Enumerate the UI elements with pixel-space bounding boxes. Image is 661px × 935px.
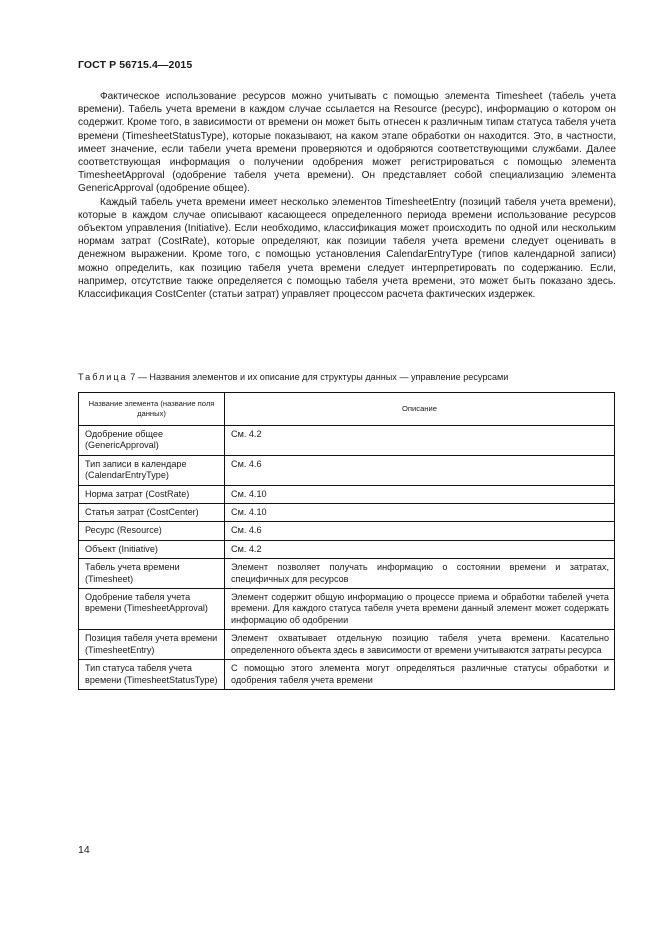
element-name-cell: Табель учета времени (Timesheet) — [79, 559, 225, 589]
table-row — [79, 660, 615, 690]
paragraph: Каждый табель учета времени имеет несколько элементов TimesheetEntry (позиций табеля учета времени), которые в каждом случае описывают касающееся определенного периода времени использование ресурсов объектом управления (Initiative). Если необходимо, классификация может происходить по одной или нескольким нормам затрат (CostRate), которые определяют, как позиции табеля учета времени следует оценивать в денежном выражении. Кроме того, с помощью установления CalendarEntryType (типов календарной записи) можно определить, как позицию табеля учета времени следует интерпретировать по содержанию. Если, например, отсутствие также определяется с помощью табеля учета времени, это может быть показано здесь. Классификация CostCenter (статьи затрат) управляет процессом расчета фактических издержек. — [78, 196, 616, 301]
element-name-cell: Одобрение табеля учета времени (TimesheetApproval) — [79, 589, 225, 630]
element-description-cell: См. 4.2 — [225, 426, 615, 456]
table-row — [79, 559, 615, 589]
element-name-cell: Тип статуса табеля учета времени (TimesheetStatusType) — [79, 660, 225, 690]
element-name-cell: Ресурс (Resource) — [79, 522, 225, 540]
element-name-cell: Одобрение общее (GenericApproval) — [79, 426, 225, 456]
table-caption — [78, 371, 623, 383]
element-description-cell: См. 4.2 — [225, 540, 615, 558]
table-row — [79, 504, 615, 522]
element-name-cell: Статья затрат (CostCenter) — [79, 504, 225, 522]
element-description-cell: См. 4.10 — [225, 485, 615, 503]
element-description-cell: См. 4.6 — [225, 522, 615, 540]
table-caption-label: Таблица — [78, 372, 128, 382]
element-name-cell: Тип записи в календаре (CalendarEntryType) — [79, 455, 225, 485]
table-row — [79, 522, 615, 540]
column-header-name: Название элемента (название поля данных) — [79, 393, 225, 426]
element-description-cell: Элемент содержит общую информацию о процессе приема и обработки табелей учета времени. Для каждого статуса табеля учета времени данный элемент может содержать информацию об одобрении — [225, 589, 615, 630]
table-row — [79, 540, 615, 558]
element-name-cell: Норма затрат (CostRate) — [79, 485, 225, 503]
column-header-description: Описание — [225, 393, 615, 426]
table-row — [79, 426, 615, 456]
page-number: 14 — [78, 844, 90, 856]
element-description-cell: С помощью этого элемента могут определяться различные статусы обработки и одобрения табеля учета времени — [225, 660, 615, 690]
table-caption-text: 7 — Названия элементов и их описание для структуры данных — управление ресурсами — [130, 372, 509, 382]
element-description-cell: См. 4.6 — [225, 455, 615, 485]
table-row — [79, 589, 615, 630]
elements-table — [78, 392, 615, 690]
element-name-cell: Объект (Initiative) — [79, 540, 225, 558]
table-row — [79, 455, 615, 485]
table-row — [79, 630, 615, 660]
table-header-row — [79, 393, 615, 426]
element-description-cell: Элемент позволяет получать информацию о состоянии времени и затратах, специфичных для ресурсов — [225, 559, 615, 589]
table-row — [79, 485, 615, 503]
element-description-cell: Элемент охватывает отдельную позицию табеля учета времени. Касательно определенного объекта здесь в зависимости от времени учитываются затраты ресурса — [225, 630, 615, 660]
body-text — [78, 90, 616, 301]
element-description-cell: См. 4.10 — [225, 504, 615, 522]
document-header: ГОСТ Р 56715.4—2015 — [78, 59, 193, 71]
paragraph: Фактическое использование ресурсов можно учитывать с помощью элемента Timesheet (табель учета времени). Табель учета времени в каждом случае ссылается на Resource (ресурс), информацию о котором он содержит. Кроме того, в зависимости от времени он может быть отнесен к различным типам статуса табеля учета времени (TimesheetStatusType), которые показывают, на каком этапе обработки он находится. Это, в частности, имеет значение, если табели учета времени проверяются и одобряются соответствующими службами. Далее соответствующая информация о получении одобрения может регистрироваться с помощью элемента TimesheetApproval (одобрение табеля учета времени). Он представляет собой специализацию элемента GenericApproval (одобрение общее). — [78, 91, 616, 195]
element-name-cell: Позиция табеля учета времени (TimesheetEntry) — [79, 630, 225, 660]
